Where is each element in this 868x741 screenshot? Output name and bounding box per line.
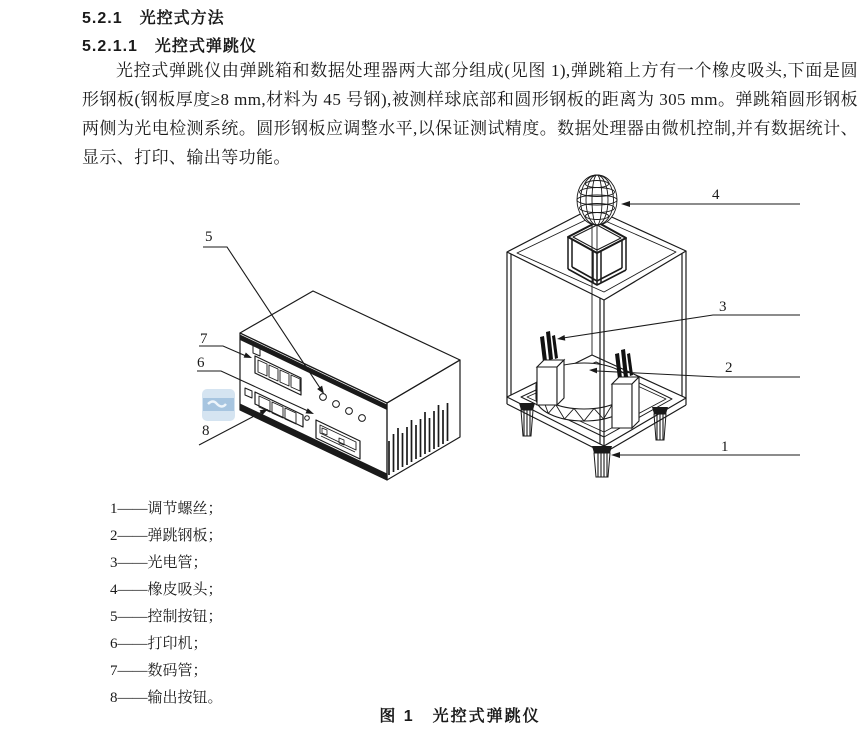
arrow-icon: [557, 335, 565, 341]
arrow-icon: [244, 353, 252, 359]
panel-square-icon: [245, 388, 252, 398]
legend-item-5: 5——控制按钮；: [110, 609, 223, 625]
body-paragraph: 光控式弹跳仪由弹跳箱和数据处理器两大部分组成(见图 1),弹跳箱上方有一个橡皮吸头,下面是圆形钢板(钢板厚度≥8 mm,材料为 45 号钢),被测样球底部和圆形钢板的距离为 305 mm。弹跳箱圆形钢板两侧为光电检测系统。圆形钢板应调整水平,以保证测试精度。数据处理器由微机控制,并有数据统计、显示、打印、输出等功能。: [82, 61, 858, 167]
figure-legend: [110, 496, 223, 712]
callout-2-label: 2: [725, 360, 733, 376]
suction-head-sphere: [577, 175, 617, 225]
control-buttons: [320, 394, 366, 422]
legend-item-3: 3——光电管；: [110, 555, 208, 571]
pedestal-frame: [568, 222, 626, 285]
arrow-icon: [306, 408, 315, 414]
vent-lines: [389, 403, 448, 475]
legend-item-7: 7——数码管；: [110, 663, 208, 679]
figure-caption: 图 1 光控式弹跳仪: [379, 708, 541, 725]
photocell-post-right: [612, 349, 639, 428]
leg-right: [652, 407, 668, 440]
callout-8-label: 8: [202, 423, 210, 439]
callout-7-label: 7: [200, 331, 208, 347]
callout-6-label: 6: [197, 355, 205, 371]
legend-item-2: 2——弹跳钢板；: [110, 528, 223, 544]
data-processor-drawing: [240, 291, 460, 480]
callout-5-label: 5: [205, 229, 213, 245]
legend-item-4: 4——橡皮吸头；: [110, 582, 223, 598]
callout-7-leader: [199, 346, 246, 356]
arrow-icon: [611, 452, 620, 458]
callout-4-label: 4: [712, 187, 720, 203]
panel-dot-icon: [305, 416, 310, 421]
callout-3-label: 3: [719, 299, 727, 315]
subsection-heading: 5.2.1.1 光控式弹跳仪: [82, 38, 257, 55]
leg-left: [519, 403, 535, 436]
legend-item-6: 6——打印机；: [110, 636, 208, 652]
legend-item-8: 8——输出按钮。: [110, 690, 223, 706]
legend-item-1: 1——调节螺丝；: [110, 501, 223, 517]
photocell-post-left: [537, 331, 564, 405]
processor-top-face: [240, 291, 460, 403]
leg-front: [592, 446, 612, 477]
callout-1-label: 1: [721, 439, 729, 455]
watermark-stamp: [202, 389, 235, 421]
processor-front-face: [240, 333, 387, 480]
arrow-icon: [317, 386, 324, 394]
arrow-icon: [621, 201, 630, 207]
section-heading: 5.2.1 光控式方法: [82, 10, 225, 27]
